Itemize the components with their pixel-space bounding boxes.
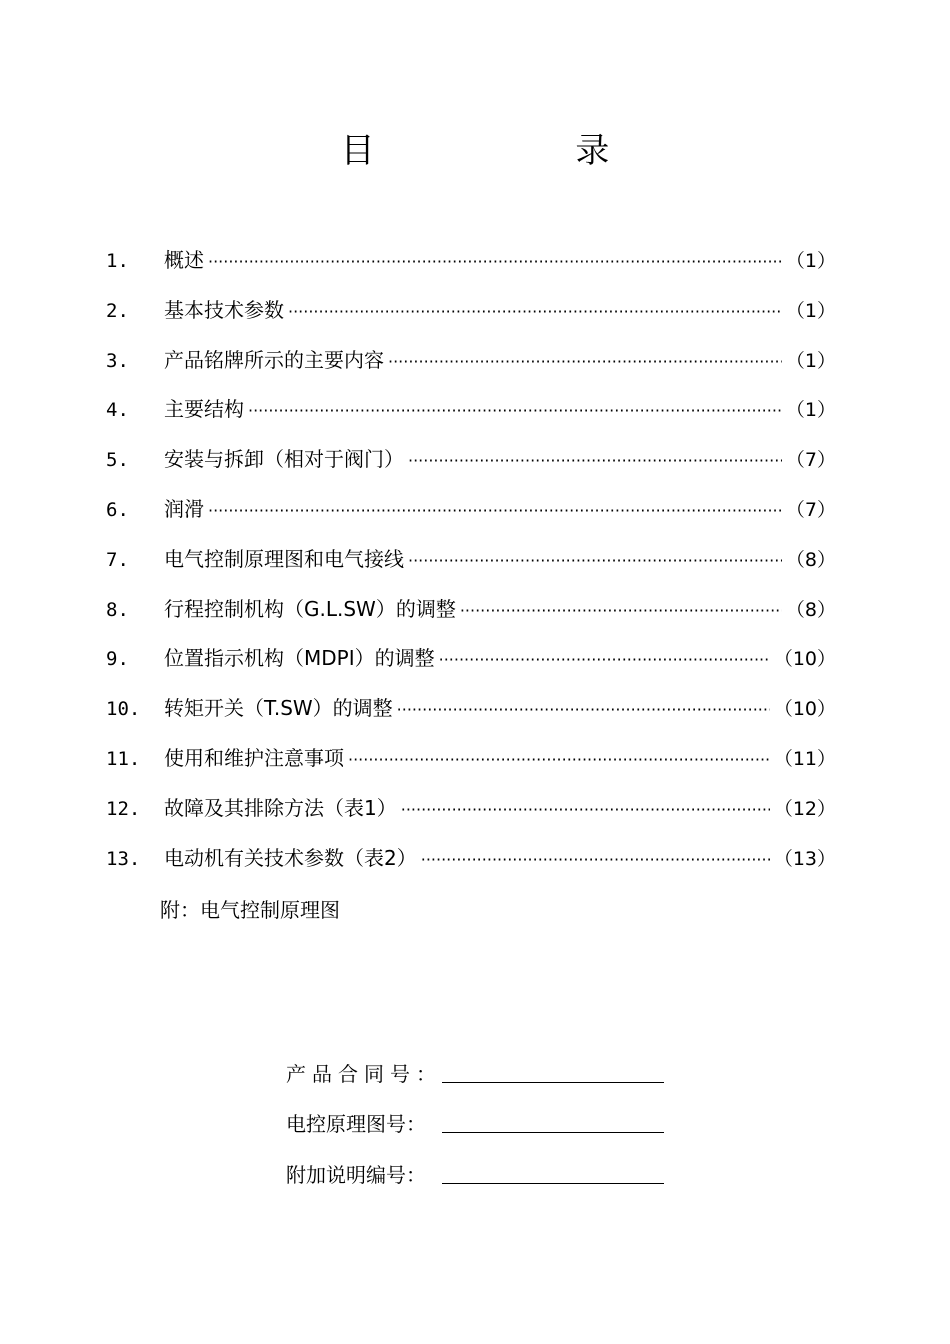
document-info-form bbox=[286, 1036, 664, 1188]
toc-entry-7 bbox=[106, 539, 836, 589]
toc-entry-8 bbox=[106, 589, 836, 639]
toc-number: 7. bbox=[106, 548, 129, 571]
toc-number: 11. bbox=[106, 747, 141, 770]
toc-title: 安装与拆卸（相对于阀门） bbox=[164, 447, 404, 472]
toc-number: 12. bbox=[106, 797, 141, 820]
contract-number-row bbox=[286, 1036, 664, 1087]
toc-entry-13 bbox=[106, 838, 836, 888]
toc-title: 使用和维护注意事项 bbox=[164, 745, 344, 770]
diagram-number-label: 电控原理图号： bbox=[286, 1112, 426, 1136]
note-number-blank[interactable] bbox=[442, 1153, 664, 1184]
toc-number: 8. bbox=[106, 598, 129, 621]
toc-leader-dots bbox=[208, 242, 782, 282]
toc-page-number: （11） bbox=[773, 747, 836, 770]
toc-entry-10 bbox=[106, 688, 836, 738]
toc-number: 3. bbox=[106, 349, 129, 372]
diagram-number-blank[interactable] bbox=[442, 1102, 664, 1133]
toc-title: 产品铭牌所示的主要内容 bbox=[164, 347, 384, 372]
toc-number: 6. bbox=[106, 498, 129, 521]
contract-number-label: 产品合同号： bbox=[286, 1061, 442, 1086]
contract-number-blank[interactable] bbox=[442, 1052, 664, 1083]
toc-number: 9. bbox=[106, 648, 129, 671]
toc-page-number: （1） bbox=[785, 349, 836, 372]
toc-entry-11 bbox=[106, 738, 836, 788]
appendix-note: 附：电气控制原理图 bbox=[160, 898, 340, 922]
page-title: 目 录 bbox=[340, 131, 705, 171]
toc-page-number: （8） bbox=[785, 598, 836, 621]
toc-entry-1 bbox=[106, 240, 836, 290]
toc-page-number: （1） bbox=[785, 399, 836, 422]
toc-page-number: （12） bbox=[773, 797, 836, 820]
toc-page-number: （10） bbox=[773, 648, 836, 671]
toc-title: 故障及其排除方法（表1） bbox=[164, 795, 397, 820]
toc-title: 主要结构 bbox=[164, 397, 244, 422]
toc-title: 概述 bbox=[164, 248, 204, 272]
toc-number: 2. bbox=[106, 299, 129, 322]
toc-title: 润滑 bbox=[164, 496, 204, 521]
toc-entry-5 bbox=[106, 439, 836, 489]
toc-leader-dots bbox=[397, 690, 770, 730]
table-of-contents bbox=[106, 240, 836, 887]
toc-title: 电气控制原理图和电气接线 bbox=[164, 546, 404, 571]
toc-title: 行程控制机构（G.L.SW）的调整 bbox=[164, 596, 456, 621]
toc-leader-dots bbox=[208, 491, 782, 531]
diagram-number-row bbox=[286, 1087, 664, 1138]
toc-leader-dots bbox=[421, 840, 770, 880]
toc-leader-dots bbox=[408, 441, 782, 481]
toc-title: 位置指示机构（MDPI）的调整 bbox=[164, 646, 435, 671]
toc-title: 基本技术参数 bbox=[164, 297, 284, 322]
toc-leader-dots bbox=[401, 790, 770, 830]
toc-page-number: （1） bbox=[785, 299, 836, 322]
toc-entry-2 bbox=[106, 290, 836, 340]
toc-page-number: （10） bbox=[773, 698, 836, 721]
toc-leader-dots bbox=[388, 342, 782, 382]
toc-page-number: （7） bbox=[785, 498, 836, 521]
toc-entry-3 bbox=[106, 340, 836, 390]
toc-leader-dots bbox=[248, 391, 782, 431]
toc-leader-dots bbox=[348, 740, 770, 780]
toc-leader-dots bbox=[439, 640, 770, 680]
toc-title: 电动机有关技术参数（表2） bbox=[164, 845, 417, 870]
toc-number: 4. bbox=[106, 399, 129, 422]
toc-entry-9 bbox=[106, 638, 836, 688]
toc-page-number: （7） bbox=[785, 449, 836, 472]
note-number-row bbox=[286, 1137, 664, 1188]
toc-number: 10. bbox=[106, 698, 141, 721]
toc-entry-12 bbox=[106, 788, 836, 838]
note-number-label: 附加说明编号： bbox=[286, 1162, 426, 1187]
toc-page-number: （8） bbox=[785, 548, 836, 571]
toc-entry-6 bbox=[106, 489, 836, 539]
toc-number: 1. bbox=[106, 250, 129, 272]
toc-leader-dots bbox=[460, 591, 782, 631]
toc-number: 13. bbox=[106, 847, 141, 870]
toc-leader-dots bbox=[288, 292, 782, 332]
toc-title: 转矩开关（T.SW）的调整 bbox=[164, 696, 393, 721]
toc-number: 5. bbox=[106, 449, 129, 472]
toc-page-number: （13） bbox=[773, 847, 836, 870]
toc-page-number: （1） bbox=[785, 250, 836, 272]
toc-entry-4 bbox=[106, 389, 836, 439]
toc-leader-dots bbox=[408, 541, 782, 581]
